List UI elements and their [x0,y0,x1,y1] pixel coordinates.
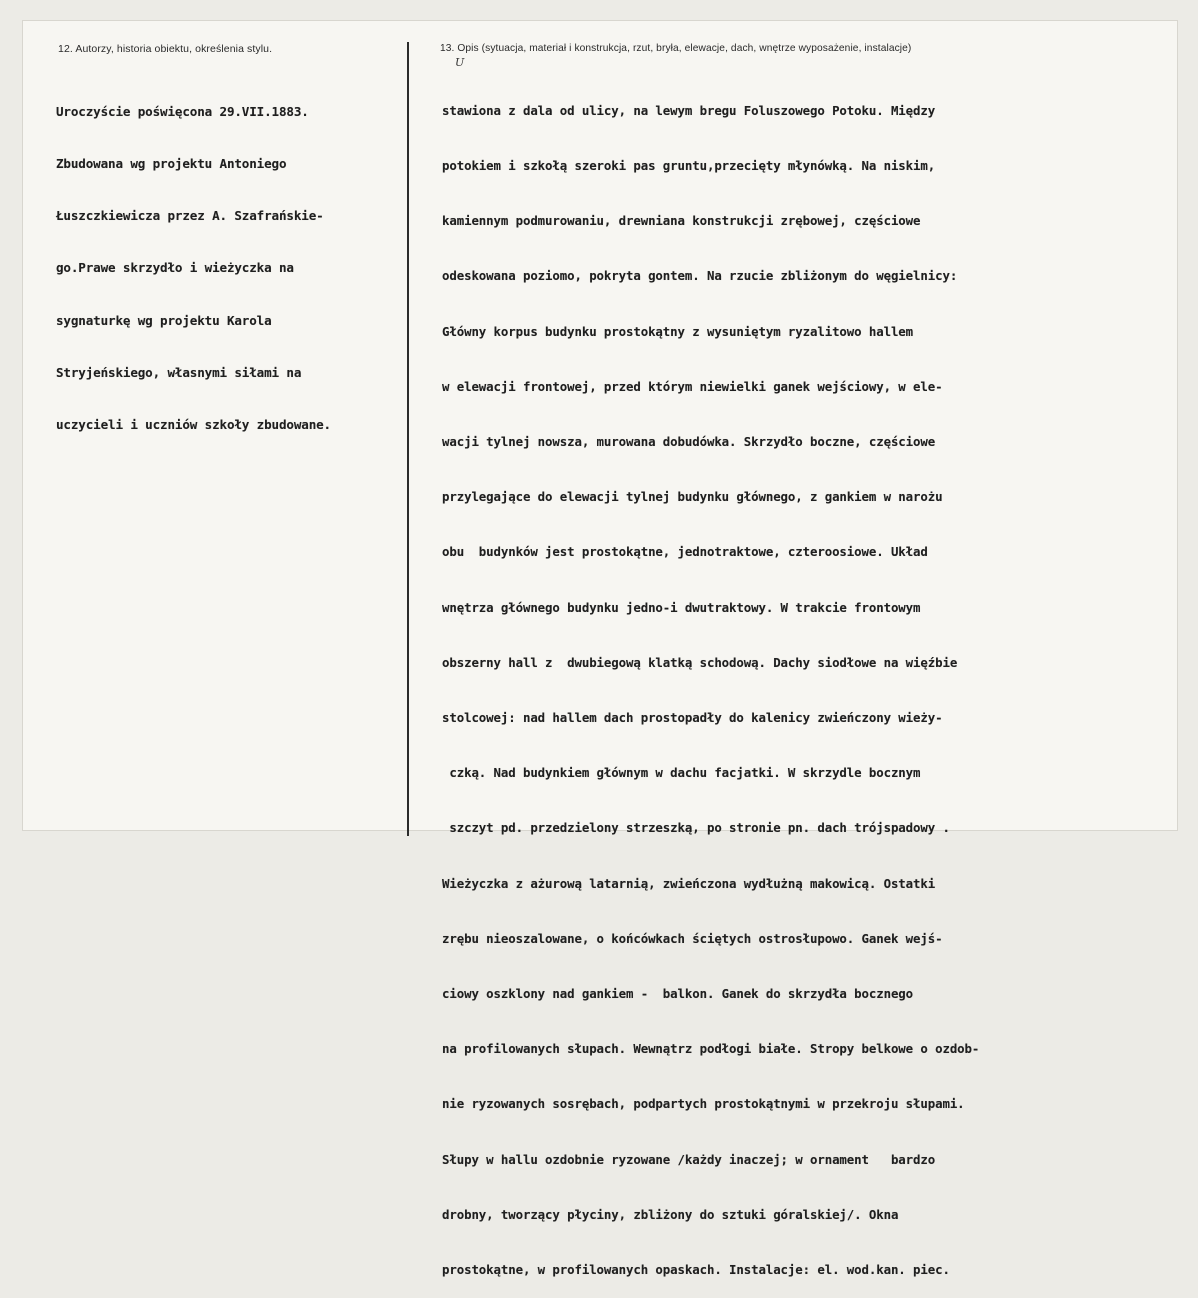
text-line: wacji tylnej nowsza, murowana dobudówka. Skrzydło boczne, częściowe [442,434,936,450]
text-line: kamiennym podmurowaniu, drewniana konstrukcji zrębowej, częściowe [442,213,921,229]
text-line: obszerny hall z dwubiegową klatką schodową. Dachy siodłowe na więźbie [442,654,958,670]
section-13-label: 13. Opis (sytuacja, materiał i konstrukcja, rzut, bryła, elewacje, dach, wnętrze wyposażenie, instalacje) [440,43,912,54]
text-line: potokiem i szkołą szeroki pas gruntu,przecięty młynówką. Na niskim, [442,158,936,174]
section-12-label: 12. Autorzy, historia obiektu, określenia stylu. [58,43,273,55]
text-line: zrębu nieoszalowane, o końcówkach ściętych ostrosłupowo. Ganek wejś- [442,930,943,946]
section-12-text [56,68,331,451]
column-divider [407,42,409,836]
text-line: Słupy w hallu ozdobnie ryzowane /każdy inaczej; w ornament bardzo [442,1151,936,1167]
text-line: stawiona z dala od ulicy, na lewym bregu Foluszowego Potoku. Między [442,102,936,118]
text-line: prostokątne, w profilowanych opaskach. Instalacje: el. wod.kan. piec. [442,1262,950,1278]
text-line: Główny korpus budynku prostokątny z wysuniętym ryzalitowo hallem [442,323,914,339]
text-line: na profilowanych słupach. Wewnątrz podłogi białe. Stropy belkowe o ozdob- [442,1041,980,1057]
text-line: Łuszczkiewicza przez A. Szafrańskie- [56,208,324,224]
text-line: go.Prawe skrzydło i wieżyczka na [56,260,294,276]
text-line: nie ryzowanych sosrębach, podpartych prostokątnymi w przekroju słupami. [442,1096,965,1112]
handwritten-correction: U [455,56,465,69]
text-line: w elewacji frontowej, przed którym niewielki ganek wejściowy, w ele- [442,378,943,394]
text-line: przylegające do elewacji tylnej budynku głównego, z gankiem w narożu [442,489,943,505]
text-line: odeskowana poziomo, pokryta gontem. Na rzucie zbliżonym do węgielnicy: [442,268,958,284]
text-line: Stryjeńskiego, własnymi siłami na [56,364,302,380]
text-line: obu budynków jest prostokątne, jednotraktowe, czteroosiowe. Układ [442,544,928,560]
text-line: Wieżyczka z ażurową latarnią, zwieńczona wydłużną makowicą. Ostatki [442,875,936,891]
text-line: wnętrza głównego budynku jedno-i dwutraktowy. W trakcie frontowym [442,599,921,615]
text-line: Uroczyście poświęcona 29.VII.1883. [56,103,309,119]
text-line: uczycieli i uczniów szkoły zbudowane. [56,417,331,433]
text-line: drobny, tworzący płyciny, zbliżony do sztuki góralskiej/. Okna [442,1206,899,1222]
text-line: sygnaturkę wg projektu Karola [56,312,272,328]
section-13-text [442,65,979,1298]
text-line: ciowy oszklony nad gankiem - balkon. Ganek do skrzydła bocznego [442,986,914,1002]
text-line: stolcowej: nad hallem dach prostopadły do kalenicy zwieńczony wieży- [442,710,943,726]
text-line: szczyt pd. przedzielony strzeszką, po stronie pn. dach trójspadowy . [442,820,950,836]
text-line: czką. Nad budynkiem głównym w dachu facjatki. W skrzydle bocznym [442,765,921,781]
text-line: Zbudowana wg projektu Antoniego [56,156,287,172]
